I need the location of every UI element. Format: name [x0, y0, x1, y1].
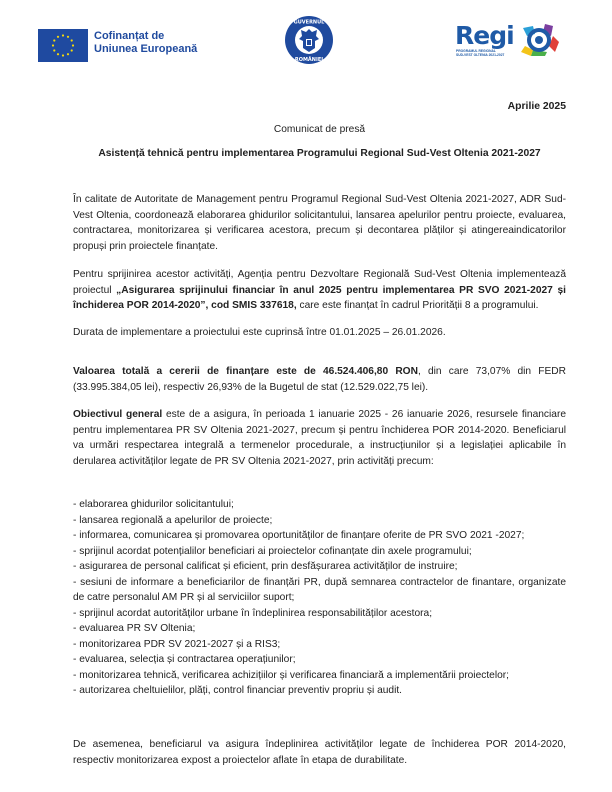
- eu-cofinancing-label: [94, 30, 197, 56]
- list-item: - monitorizarea tehnică, verificarea achizițiilor și verificarea financiară a implementării proiectelor;: [73, 669, 509, 681]
- total-value: Valoarea totală a cererii de finanțare este de 46.524.406,80 RON: [73, 366, 418, 377]
- list-item: - elaborarea ghidurilor solicitantului;: [73, 499, 234, 510]
- list-item: - lansarea regională a apelurilor de proiecte;: [73, 514, 273, 526]
- list-item: - monitorizarea PDR SV 2021-2027 și a RIS3;: [73, 638, 281, 650]
- list-item: - evaluarea PR SV Oltenia;: [73, 623, 196, 634]
- eu-label-line1: Cofinanțat de: [94, 30, 165, 42]
- list-item: - asigurarea de personal calificat și eficient, prin desfășurarea activităților de instruire;: [73, 561, 458, 572]
- regio-logo: [455, 22, 559, 62]
- regio-wordmark: Regi: [455, 21, 514, 50]
- paragraph-value-tail: , din care 73,07% din FEDR (33.995.384,05 lei), respectiv 26,93% de la Bugetul de stat (12.529.022,75 lei).: [73, 366, 566, 393]
- list-item: - informarea, comunicarea și promovarea oportunităților de finanțare oferite de PR SVO 2021 -2027;: [73, 530, 525, 541]
- document-title: Asistență tehnică pentru implementarea Programului Regional Sud-Vest Oltenia 2021-2027: [98, 148, 541, 159]
- regio-logo-icon: [519, 24, 559, 56]
- objective-label: Obiectivul general: [73, 409, 163, 420]
- list-item: - sprijinul acordat autorităților urbane în îndeplinirea responsabilităților acestora;: [73, 607, 433, 619]
- list-item: - evaluarea, selecția și contractarea operațiunilor;: [73, 654, 296, 665]
- gov-seal-top-text: GUVERNUL: [293, 19, 325, 26]
- list-item: - autorizarea cheltuielilor, plăți, control financiar preventiv propriu și audit.: [73, 685, 402, 696]
- paragraph-objective: [73, 407, 566, 469]
- list-item: - sesiuni de informare a beneficiarilor de finanțări PR, după semnarea contractelor de finantare, organizate de catre personalul AM PR și al serviciilor suport;: [73, 576, 566, 603]
- paragraph-duration: Durata de implementare a proiectului este cuprinsă între 01.01.2025 – 26.01.2026.: [73, 327, 446, 338]
- guvernul-romaniei-seal-icon: [284, 15, 334, 65]
- paragraph-project-lead: Pentru sprijinirea acestor activități, Agenția pentru Dezvoltare Regională Sud-Vest Oltenia implementează proiectul: [73, 269, 566, 296]
- document-kicker: Comunicat de presă: [273, 124, 366, 135]
- eu-flag-icon: [38, 29, 88, 62]
- paragraph-project-tail: care este finanțat în cadrul Priorității 8 a programului.: [296, 300, 539, 312]
- release-date: Aprilie 2025: [507, 101, 566, 112]
- list-item: - sprijinul acordat potențialilor beneficiari ai proiectelor cofinanțate din axele programului;: [73, 545, 472, 557]
- document-header: [0, 0, 612, 90]
- regio-subtitle-line1: PROGRAMUL REGIONAL: [456, 49, 496, 53]
- regio-subtitle-line2: SUD-VEST OLTENIA 2021-2027: [456, 53, 505, 57]
- paragraph-closing: De asemenea, beneficiarul va asigura îndeplinirea activităților legate de închiderea POR 2014-2020, respectiv monitorizarea expost a proiectelor aflate în etapa de durabilitate.: [73, 739, 566, 766]
- gov-seal-bottom-text: ROMÂNIEI: [294, 57, 324, 63]
- paragraph-objective-tail: este de a asigura, în perioada 1 ianuarie 2025 - 26 ianuarie 2026, resursele financiare pentru implementarea PR SV Oltenia 2021-2027, precum și pentru închiderea POR 2014-2020. Beneficiarul va urmări respectarea integrală a termenelor procedurale, a instrucțiunilor și a legislației aplicabile în derularea activităților legate de PR SV Oltenia 2021-2027, prin activități precum:: [73, 409, 566, 467]
- paragraph-intro: În calitate de Autoritate de Management pentru Programul Regional Sud-Vest Oltenia 2021-2027, ADR Sud-Vest Oltenia, coordonează elaborarea ghidurilor solicitantului, lansarea apelurilor pentru proiecte, evaluarea, contractarea, monitorizarea și verificarea acestora, precum și decontarea plăților și atingereaindicatorilor propuși prin proiectele finanțate.: [73, 194, 566, 252]
- paragraph-value: [73, 364, 566, 395]
- project-name: „Asigurarea sprijinului financiar în anul 2025 pentru implementarea PR SVO 2021-2027 și închiderea POR 2014-2020”, cod SMIS 337618,: [73, 284, 566, 312]
- activities-list: [73, 497, 566, 699]
- paragraph-project: [73, 267, 566, 314]
- regio-subtitle: [456, 49, 504, 57]
- eu-label-line2: Uniunea Europeană: [94, 43, 198, 55]
